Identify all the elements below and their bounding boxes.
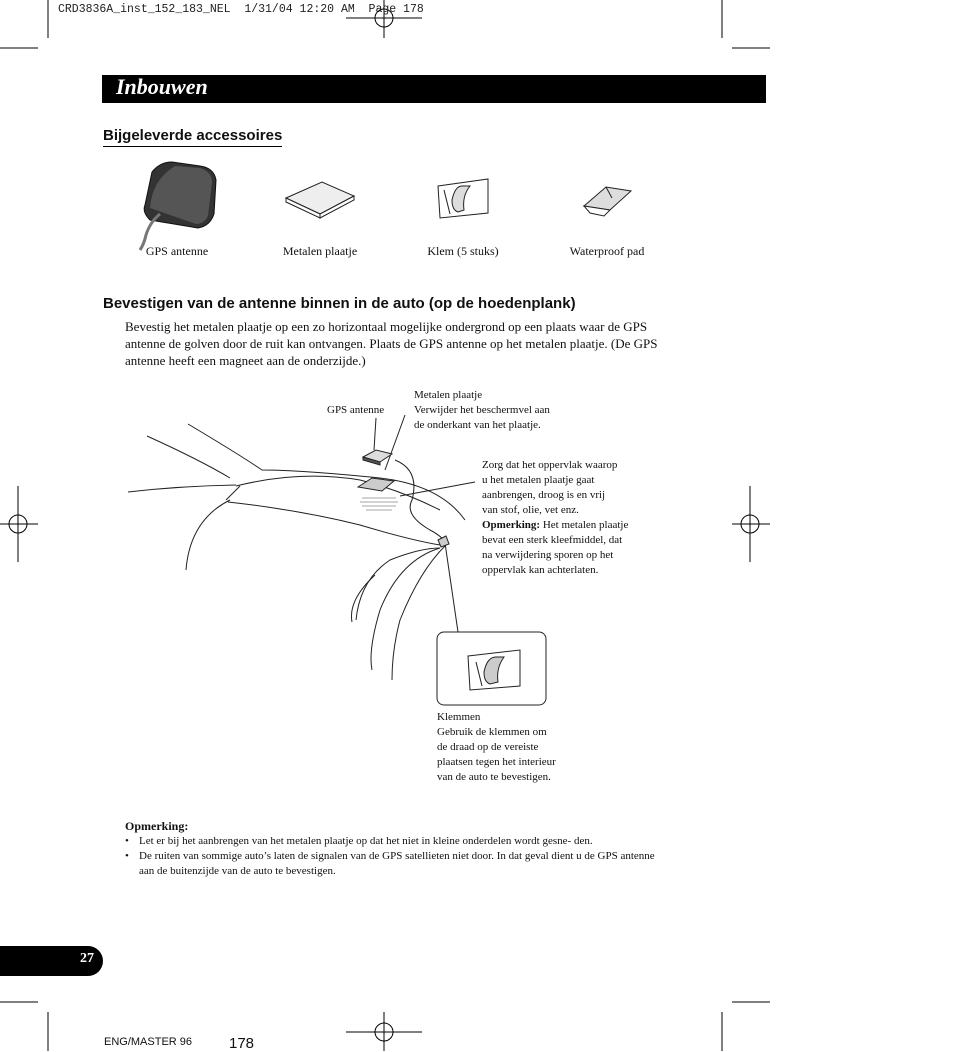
section-title: Inbouwen (116, 74, 208, 99)
clamp-detail-icon (468, 650, 520, 690)
footer-master: ENG/MASTER 96 (104, 1036, 193, 1048)
note-item: • De ruiten van sommige auto’s laten de signalen van de GPS satellieten niet door. In dat geval dient u de GPS antenne aan de buitenzijde van de auto te bevestigen. (125, 849, 655, 879)
footer-page-number: 178 (229, 1035, 255, 1052)
note-list (125, 834, 655, 879)
diagram-surface-note: Zorg dat het oppervlak waarop u het metalen plaatje gaat aanbrengen, droog is en vrij van stof, olie, vet enz. Opmerking: Het metalen plaatje bevat een sterk kleefmiddel, dat na verwijdering sporen op het oppervlak kan achterlaten. (482, 459, 629, 576)
page-tab-number: 27 (80, 951, 94, 966)
diagram-clamp-label: Klemmen Gebruik de klemmen om de draad op de vereiste plaatsen tegen het interieur van de auto te bevestigen. (437, 711, 556, 783)
mounting-heading: Bevestigen van de antenne binnen in de auto (op de hoedenplank) (103, 295, 576, 312)
accessory-label-plate: Metalen plaatje (282, 244, 358, 258)
accessories-heading: Bijgeleverde accessoires (103, 127, 282, 144)
note-title: Opmerking: (125, 819, 189, 833)
print-header: CRD3836A_inst_152_183_NEL 1/31/04 12:20 AM Page 178 (58, 3, 424, 16)
mounting-paragraph: Bevestig het metalen plaatje op een zo horizontaal mogelijke ondergrond op een plaats waar de GPS antenne de golven door de ruit kan ontvangen. Plaats de GPS antenne op het metalen plaatje. (De GPS antenne heeft een magneet aan de onderzijde.) (125, 319, 658, 368)
diagram-plate-label: Metalen plaatje Verwijder het beschermvel aan de onderkant van het plaatje. (414, 389, 550, 431)
accessory-label-pad: Waterproof pad (569, 244, 645, 258)
note-item: • Let er bij het aanbrengen van het metalen plaatje op dat het niet in kleine onderdelen wordt gesne- den. (125, 834, 655, 849)
diagram-gps-label: GPS antenne (327, 404, 385, 416)
accessory-label-clamp: Klem (5 stuks) (427, 244, 499, 258)
accessory-label-gps: GPS antenne (145, 244, 209, 258)
